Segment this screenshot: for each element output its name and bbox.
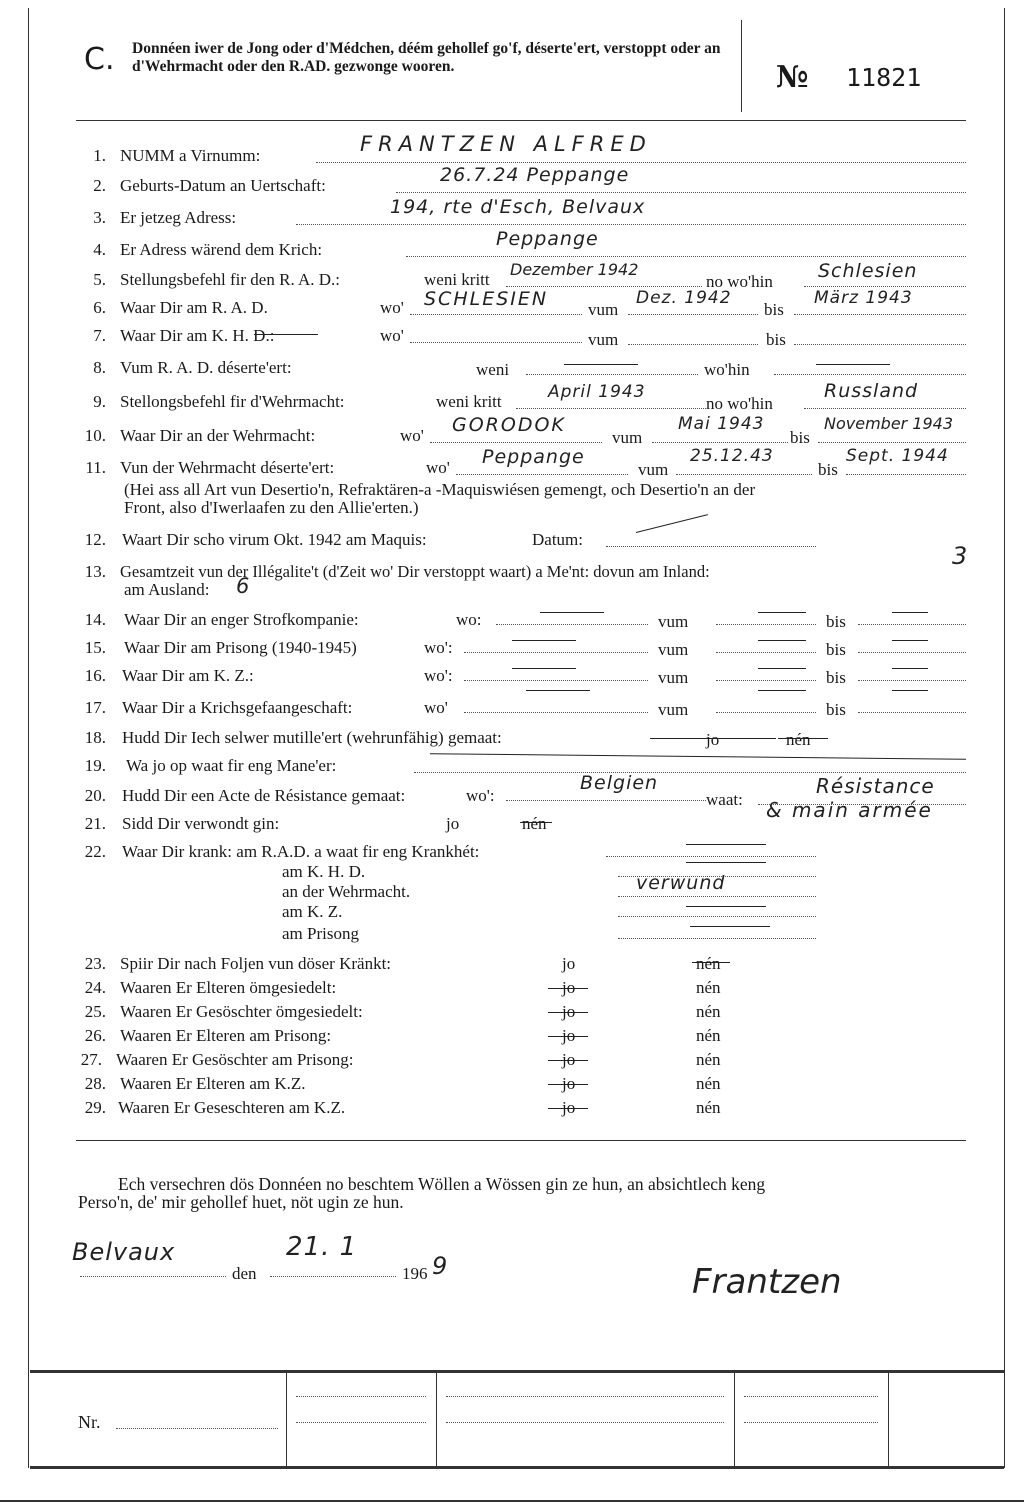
row-label: Waar Dir an enger Strofkompanie:	[124, 610, 359, 629]
answer-line	[794, 314, 966, 315]
wo-label: wo':	[424, 666, 453, 685]
answer-resistance-type: Résistance	[816, 774, 935, 798]
row-number: 16.	[84, 666, 106, 685]
answer-months-inland: 3	[952, 542, 969, 570]
row-label: Hudd Dir een Acte de Résistance gemaat:	[122, 786, 406, 805]
row-number: 11.	[85, 458, 106, 477]
row-label: Waar Dir an der Wehrmacht:	[120, 426, 316, 445]
dash-mark	[512, 640, 576, 641]
row-label: Waar Dir krank: am R.A.D. a waat fir eng Krankhét:	[122, 842, 480, 861]
yes-option: jo	[706, 730, 720, 749]
wo-label: wo'	[426, 458, 450, 477]
answer-rad-to: März 1943	[814, 288, 913, 308]
no-option: nén	[696, 1098, 721, 1117]
row-number: 1.	[93, 146, 106, 165]
answer-line	[858, 712, 966, 713]
weni-label: weni	[476, 360, 510, 379]
wo-label: wo':	[424, 638, 453, 657]
answer-line	[464, 712, 648, 713]
footer-rule-top	[30, 1370, 1004, 1373]
answer-illness-wehrmacht: verwund	[636, 872, 726, 894]
number-prefix: №	[776, 60, 809, 95]
no-option: nén	[696, 978, 721, 997]
answer-line	[846, 474, 966, 475]
answer-line	[716, 680, 816, 681]
footer-field-line	[744, 1422, 878, 1423]
yes-option: jo	[562, 954, 576, 973]
wo-label: wo'	[424, 698, 448, 717]
declaration-line-2: Perso'n, de' mir gehollef huet, nöt ugin ze hun.	[78, 1192, 404, 1212]
row-label: Wa jo op waat fir eng Mane'er:	[126, 756, 337, 775]
footer-col	[888, 1372, 889, 1466]
footer-rule-bottom	[30, 1466, 1004, 1469]
bis-label: bis	[766, 330, 786, 349]
answer-line	[716, 652, 816, 653]
row-number: 18.	[84, 728, 106, 747]
frame-right	[1004, 8, 1005, 1468]
dash-mark	[686, 906, 766, 907]
row-label: Waaren Er Geseschteren am K.Z.	[118, 1098, 346, 1117]
answer-wehrmacht-to: November 1943	[824, 414, 954, 433]
strikethrough	[520, 822, 552, 823]
dash-mark	[758, 690, 806, 691]
row-number: 29.	[84, 1098, 106, 1117]
datum-label: Datum:	[532, 530, 583, 549]
header-divider	[741, 20, 742, 112]
year-suffix: 9	[432, 1252, 449, 1280]
row-label: NUMM a Virnumm:	[120, 146, 261, 165]
row-number: 2.	[93, 176, 106, 195]
dash-mark	[892, 690, 928, 691]
answer-line	[858, 624, 966, 625]
answer-line	[716, 712, 816, 713]
answer-rad-order-place: Schlesien	[818, 260, 918, 282]
answer-line	[628, 314, 758, 315]
row-label: Er Adress wärend dem Krich:	[120, 240, 323, 259]
answer-line	[804, 286, 966, 287]
dash-mark	[686, 844, 766, 845]
dash-mark	[636, 514, 708, 533]
answer-line	[414, 772, 966, 773]
footer-field-line	[296, 1396, 426, 1397]
answer-line	[464, 680, 648, 681]
footer-nr-line	[116, 1428, 278, 1429]
answer-line	[628, 344, 758, 345]
dash-mark	[564, 364, 638, 365]
row-label: Sidd Dir verwondt gin:	[122, 814, 280, 833]
vum-label: vum	[612, 428, 643, 447]
footer-col	[436, 1372, 437, 1466]
dash-mark	[540, 612, 604, 613]
answer-line	[506, 286, 702, 287]
vum-label: vum	[658, 612, 689, 631]
strikethrough	[548, 1084, 588, 1085]
header-bottom-rule	[76, 120, 966, 121]
desertion-note-2: Front, also d'Iwerlaafen zu den Allie'erten.)	[124, 498, 419, 517]
row-label: Waar Dir a Krichsgefaangeschaft:	[122, 698, 353, 717]
row-label: Waart Dir scho virum Okt. 1942 am Maquis:	[122, 530, 427, 549]
header-title: Donnéen iwer de Jong oder d'Médchen, déém gehollef go'f, déserte'ert, verstoppt oder an d'Wehrmacht oder den R.AD. gezwonge wooren.	[132, 40, 721, 75]
row-label: Vun der Wehrmacht déserte'ert:	[120, 458, 335, 477]
bis-label: bis	[826, 700, 846, 719]
bis-label: bis	[764, 300, 784, 319]
answer-line	[430, 442, 602, 443]
answer-line	[858, 652, 966, 653]
answer-line	[818, 442, 966, 443]
row-number: 14.	[84, 610, 106, 629]
answer-line	[858, 680, 966, 681]
strikethrough	[254, 334, 318, 335]
row-number: 23.	[84, 954, 106, 973]
wohin-label: wo'hin	[704, 360, 750, 379]
waat-label: waat:	[706, 790, 743, 809]
answer-line	[516, 408, 706, 409]
yes-option: jo	[562, 978, 576, 997]
dash-mark	[758, 612, 806, 613]
vum-label: vum	[658, 668, 689, 687]
row-number: 12.	[84, 530, 106, 549]
answer-address: 194, rte d'Esch, Belvaux	[390, 196, 646, 218]
signature-date: 21. 1	[286, 1232, 358, 1262]
row-number: 8.	[93, 358, 106, 377]
strikethrough	[778, 738, 828, 739]
no-option: nén	[696, 954, 721, 973]
row-number: 24.	[84, 978, 106, 997]
row-number: 15.	[84, 638, 106, 657]
answer-line	[618, 916, 816, 917]
strikethrough	[548, 1036, 588, 1037]
answer-name: FRANTZEN ALFRED	[360, 132, 652, 156]
answer-wehrmacht-place: GORODOK	[452, 414, 566, 436]
strikethrough	[548, 1012, 588, 1013]
answer-line	[410, 342, 582, 343]
document-number: 11821	[846, 63, 922, 92]
row-number: 21.	[84, 814, 106, 833]
declaration-line-1: Ech versechren dös Donnéen no beschtem Wöllen a Wössen gin ze hun, an absichtlech keng	[118, 1174, 766, 1194]
vum-label: vum	[658, 700, 689, 719]
strikethrough	[692, 962, 730, 963]
signature-place: Belvaux	[72, 1238, 176, 1266]
row-number: 19.	[84, 756, 106, 775]
yes-option: jo	[562, 1002, 576, 1021]
row-label: Gesamtzeit vun der Illégalite't (d'Zeit wo' Dir verstoppt waart) a Me'nt: dovun am Inland:	[120, 562, 710, 581]
frame-left	[28, 8, 29, 1468]
row-label: Waar Dir am R. A. D.	[120, 298, 268, 317]
answer-resistance-type-cont: & main armée	[766, 798, 933, 822]
no-option: nén	[786, 730, 811, 749]
page-edge-rule	[0, 1500, 1024, 1502]
dash-mark	[892, 612, 928, 613]
answer-months-abroad: 6	[236, 574, 251, 598]
yes-option: jo	[446, 814, 460, 833]
answer-line	[396, 192, 966, 193]
no-option: nén	[696, 1002, 721, 1021]
place-line	[80, 1276, 226, 1277]
answer-line	[296, 224, 966, 225]
strikethrough	[548, 1108, 588, 1109]
row-label: Waaren Er Elteren am Prisong:	[120, 1026, 332, 1045]
answer-line	[606, 856, 816, 857]
yes-option: jo	[562, 1074, 576, 1093]
answer-war-address: Peppange	[496, 228, 599, 250]
dash-mark	[526, 690, 590, 691]
wo-label: wo'	[380, 298, 404, 317]
strikethrough	[548, 988, 588, 989]
row-label: Er jetzeg Adress:	[120, 208, 237, 227]
answer-desertion-from: 25.12.43	[690, 446, 774, 466]
wo-label: wo':	[466, 786, 495, 805]
wo-label: wo:	[456, 610, 482, 629]
footer-col	[734, 1372, 735, 1466]
section-rule	[76, 1140, 966, 1141]
no-option: nén	[696, 1074, 721, 1093]
no-option: nén	[522, 814, 547, 833]
dash-mark	[892, 640, 928, 641]
nowohin-label: no wo'hin	[706, 272, 773, 291]
answer-rad-place: SCHLESIEN	[424, 288, 549, 310]
row-number: 9.	[93, 392, 106, 411]
footer-field-line	[446, 1396, 724, 1397]
den-label: den	[232, 1264, 257, 1283]
row-number: 22.	[84, 842, 106, 861]
answer-line	[774, 374, 966, 375]
footer-field-line	[296, 1422, 426, 1423]
bis-label: bis	[790, 428, 810, 447]
answer-wehrmacht-order-place: Russland	[824, 380, 919, 402]
dash-mark	[816, 364, 890, 365]
row-number: 4.	[93, 240, 106, 259]
row-label: Waar Dir am Prisong (1940-1945)	[124, 638, 357, 657]
vum-label: vum	[638, 460, 669, 479]
vum-label: vum	[658, 640, 689, 659]
answer-desertion-place: Peppange	[482, 446, 585, 468]
section-letter: C.	[84, 42, 115, 77]
answer-resistance-place: Belgien	[580, 772, 659, 794]
row-number: 3.	[93, 208, 106, 227]
vum-label: vum	[588, 330, 619, 349]
row-number: 26.	[84, 1026, 106, 1045]
row-label: Vum R. A. D. déserte'ert:	[120, 358, 292, 377]
answer-line	[316, 162, 966, 163]
answer-line	[506, 800, 706, 801]
answer-line	[496, 624, 648, 625]
illness-sub-label: am K. Z.	[282, 902, 343, 921]
illness-sub-label: am K. H. D.	[282, 862, 366, 881]
answer-line	[804, 408, 966, 409]
answer-desertion-to: Sept. 1944	[846, 446, 949, 466]
row-number: 25.	[84, 1002, 106, 1021]
answer-line	[606, 546, 816, 547]
row-label: Stellongsbefehl fir d'Wehrmacht:	[120, 392, 345, 411]
answer-line	[526, 374, 698, 375]
yes-option: jo	[562, 1026, 576, 1045]
row-number: 20.	[84, 786, 106, 805]
illness-sub-label: an der Wehrmacht.	[282, 882, 411, 901]
row-number: 17.	[84, 698, 106, 717]
no-option: nén	[696, 1026, 721, 1045]
row-label: Waaren Er Gesöschter ömgesiedelt:	[120, 1002, 363, 1021]
strikethrough	[650, 738, 776, 739]
dash-mark	[686, 862, 766, 863]
row-label: Waaren Er Elteren ömgesiedelt:	[120, 978, 337, 997]
wo-label: wo'	[380, 326, 404, 345]
answer-wehrmacht-order-date: April 1943	[548, 382, 646, 402]
row-label: Spiir Dir nach Foljen vun döser Kränkt:	[120, 954, 392, 973]
nowohin-label: no wo'hin	[706, 394, 773, 413]
bis-label: bis	[826, 668, 846, 687]
row-label: Waaren Er Gesöschter am Prisong:	[116, 1050, 354, 1069]
row-number: 28.	[84, 1074, 106, 1093]
answer-birth: 26.7.24 Peppange	[440, 164, 630, 186]
year-prefix: 196	[402, 1264, 428, 1283]
row-label: Geburts-Datum an Uertschaft:	[120, 176, 326, 195]
row-number: 27.	[80, 1050, 102, 1069]
weni-label: weni kritt	[424, 270, 490, 289]
dash-mark	[430, 753, 966, 760]
dash-mark	[512, 668, 576, 669]
bis-label: bis	[826, 640, 846, 659]
answer-line	[652, 442, 788, 443]
date-line	[270, 1276, 396, 1277]
answer-line	[676, 474, 812, 475]
signature: Frantzen	[692, 1262, 842, 1302]
row-number: 6.	[93, 298, 106, 317]
row-label: Waar Dir am K. H. D.:	[120, 326, 275, 345]
answer-wehrmacht-from: Mai 1943	[678, 414, 765, 434]
footer-col	[286, 1372, 287, 1466]
vum-label: vum	[588, 300, 619, 319]
answer-rad-from: Dez. 1942	[636, 288, 732, 308]
answer-rad-order-date: Dezember 1942	[510, 260, 639, 279]
dash-mark	[690, 926, 770, 927]
answer-line	[410, 314, 582, 315]
answer-line	[794, 344, 966, 345]
dash-mark	[892, 668, 928, 669]
illness-sub-label: am Prisong	[282, 924, 359, 943]
footer-field-line	[744, 1396, 878, 1397]
footer-nr-label: Nr.	[78, 1412, 101, 1432]
row-number: 7.	[93, 326, 106, 345]
row-number: 10.	[84, 426, 106, 445]
row-number: 13.	[84, 562, 106, 581]
yes-option: jo	[562, 1050, 576, 1069]
wo-label: wo'	[400, 426, 424, 445]
row-label: Hudd Dir Iech selwer mutille'ert (wehrunfähig) gemaat:	[122, 728, 502, 747]
footer-field-line	[446, 1422, 724, 1423]
bis-label: bis	[818, 460, 838, 479]
strikethrough	[548, 1060, 588, 1061]
no-option: nén	[696, 1050, 721, 1069]
row-label: Stellungsbefehl fir den R. A. D.:	[120, 270, 341, 289]
row-number: 5.	[93, 270, 106, 289]
answer-line	[464, 652, 648, 653]
dash-mark	[758, 640, 806, 641]
row-label: Waar Dir am K. Z.:	[122, 666, 254, 685]
answer-line	[618, 938, 816, 939]
answer-line	[618, 896, 816, 897]
dash-mark	[758, 668, 806, 669]
answer-line	[716, 624, 816, 625]
yes-option: jo	[562, 1098, 576, 1117]
bis-label: bis	[826, 612, 846, 631]
desertion-note-1: (Hei ass all Art vun Desertio'n, Refraktären-a -Maquiswiésen gemengt, och Desertio'n an der	[124, 480, 756, 499]
ausland-label: am Ausland:	[124, 580, 210, 599]
weni-label: weni kritt	[436, 392, 502, 411]
row-label: Waaren Er Elteren am K.Z.	[120, 1074, 306, 1093]
answer-line	[456, 474, 628, 475]
answer-line	[406, 256, 966, 257]
